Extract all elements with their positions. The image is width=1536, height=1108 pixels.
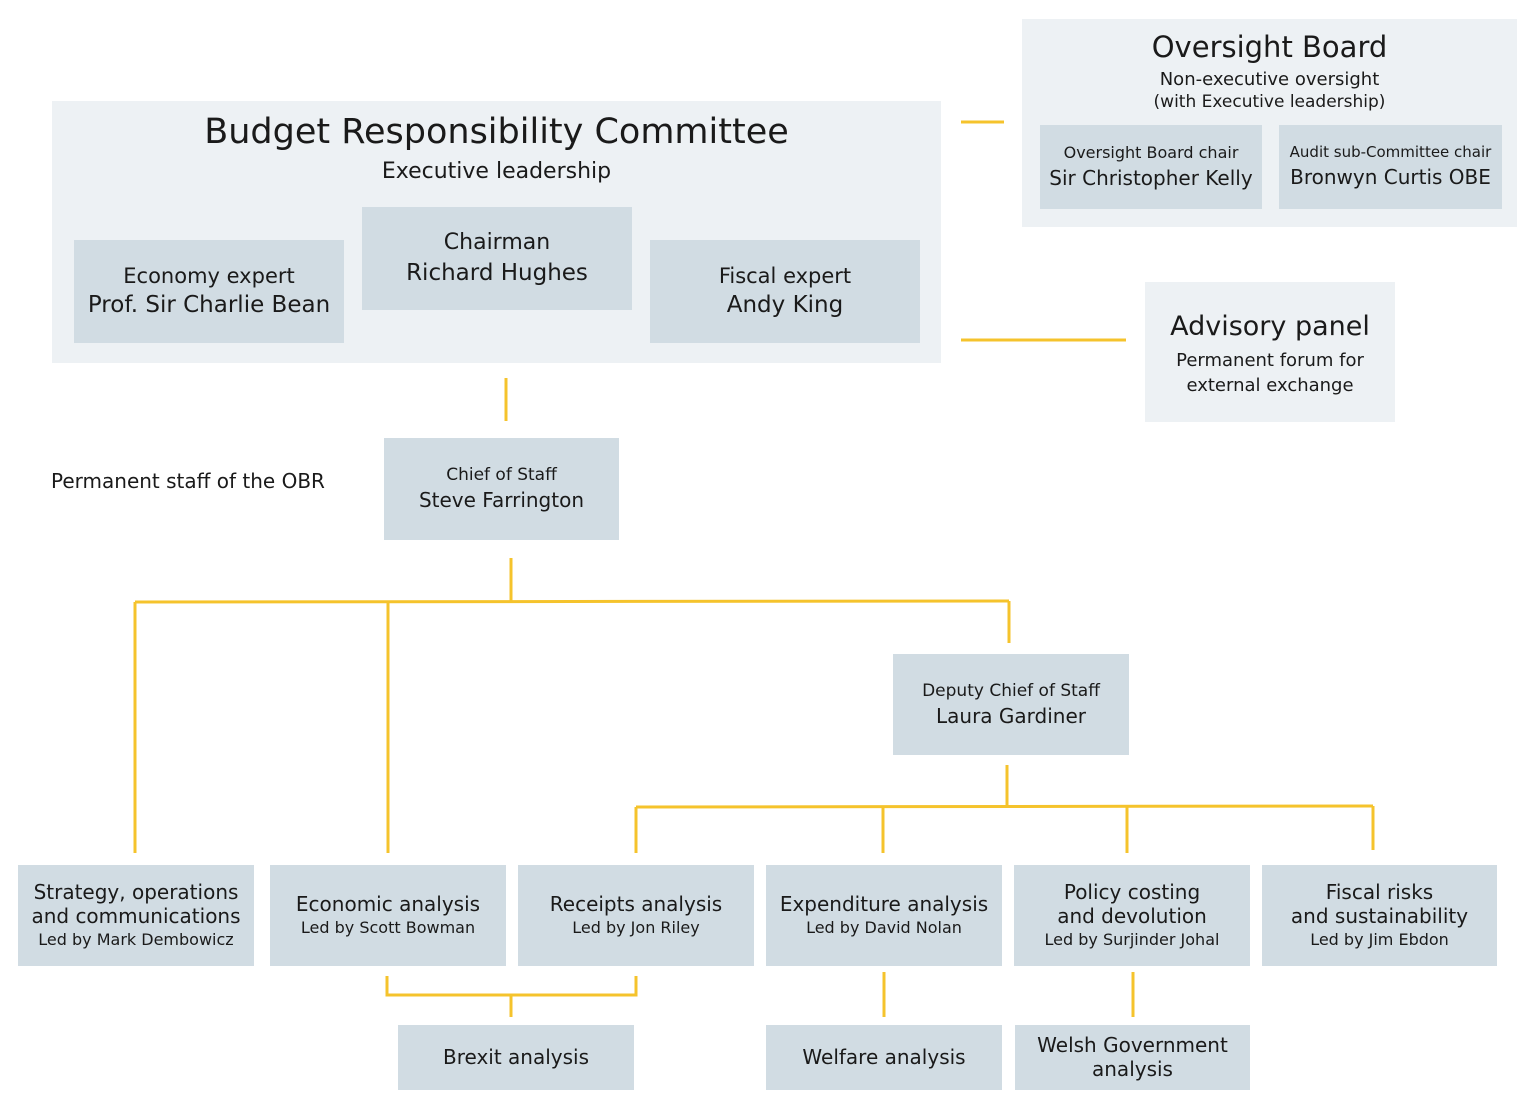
welfare-analysis-label: Welfare analysis	[802, 1044, 966, 1069]
audit-chair-box	[1279, 125, 1502, 209]
oversight-title: Oversight Board	[1151, 30, 1388, 64]
welsh-government-line-2: analysis	[1092, 1056, 1173, 1081]
team-title-line-2: and sustainability	[1290, 903, 1469, 928]
team-title-line-1: Expenditure analysis	[779, 891, 989, 916]
connector-top-horizontal	[135, 601, 1009, 602]
audit-chair-name: Bronwyn Curtis OBE	[1290, 165, 1491, 190]
team-lead: Led by Scott Bowman	[300, 918, 476, 938]
brexit-analysis-label: Brexit analysis	[442, 1044, 590, 1069]
oversight-chair-role: Oversight Board chair	[1063, 142, 1239, 162]
team-box-policy-costing	[1014, 865, 1250, 966]
staff-label: Permanent staff of the OBR	[51, 469, 325, 493]
fiscal-expert-role: Fiscal expert	[718, 263, 852, 288]
economy-expert-box	[74, 240, 344, 343]
connector-deputy-horizontal	[636, 806, 1373, 807]
chief-of-staff-box	[384, 438, 619, 540]
brc-subtitle: Executive leadership	[381, 159, 612, 184]
fiscal-expert-box	[650, 240, 920, 343]
chief-role: Chief of Staff	[446, 465, 557, 486]
team-box-expenditure	[766, 865, 1002, 966]
deputy-chief-box	[893, 654, 1129, 755]
team-box-strategy	[18, 865, 254, 966]
oversight-subtitle-2: (with Executive leadership)	[1153, 92, 1386, 112]
chief-name: Steve Farrington	[418, 488, 585, 513]
brexit-analysis-box	[398, 1025, 634, 1090]
team-box-fiscal-risks	[1262, 865, 1497, 966]
advisory-line-1: Permanent forum for	[1176, 350, 1364, 371]
team-title-line-1: Strategy, operations	[33, 879, 239, 904]
team-title-line-1: Receipts analysis	[549, 891, 723, 916]
team-lead: Led by Surjinder Johal	[1044, 930, 1220, 950]
welsh-government-box	[1015, 1025, 1250, 1090]
economy-expert-name: Prof. Sir Charlie Bean	[87, 292, 331, 319]
team-title-line-2: and devolution	[1057, 903, 1207, 928]
team-title-line-2: and communications	[31, 903, 241, 928]
team-title-line-1: Fiscal risks	[1325, 879, 1434, 904]
team-title-line-1: Policy costing	[1063, 879, 1201, 904]
deputy-name: Laura Gardiner	[936, 703, 1086, 728]
team-box-receipts	[518, 865, 754, 966]
oversight-chair-name: Sir Christopher Kelly	[1049, 165, 1253, 190]
economy-expert-role: Economy expert	[123, 263, 295, 288]
team-lead: Led by Jon Riley	[572, 918, 700, 938]
team-title-line-1: Economic analysis	[295, 891, 481, 916]
chairman-name: Richard Hughes	[406, 259, 588, 286]
oversight-subtitle-1: Non-executive oversight	[1159, 69, 1380, 90]
chairman-box	[362, 207, 632, 310]
audit-chair-role: Audit sub-Committee chair	[1289, 143, 1492, 162]
connector-brexit-bracket	[387, 976, 636, 995]
brc-title: Budget Responsibility Committee	[204, 112, 789, 152]
team-lead: Led by Jim Ebdon	[1310, 930, 1449, 950]
welsh-government-line-1: Welsh Government	[1037, 1032, 1228, 1057]
advisory-line-2: external exchange	[1186, 375, 1354, 396]
deputy-role: Deputy Chief of Staff	[922, 680, 1100, 701]
chairman-role: Chairman	[443, 229, 551, 255]
team-box-economic	[270, 865, 506, 966]
oversight-chair-box	[1040, 125, 1262, 209]
advisory-title: Advisory panel	[1170, 311, 1370, 342]
team-lead: Led by David Nolan	[806, 918, 962, 938]
fiscal-expert-name: Andy King	[726, 292, 844, 319]
welfare-analysis-box	[766, 1025, 1002, 1090]
team-lead: Led by Mark Dembowicz	[38, 930, 234, 950]
